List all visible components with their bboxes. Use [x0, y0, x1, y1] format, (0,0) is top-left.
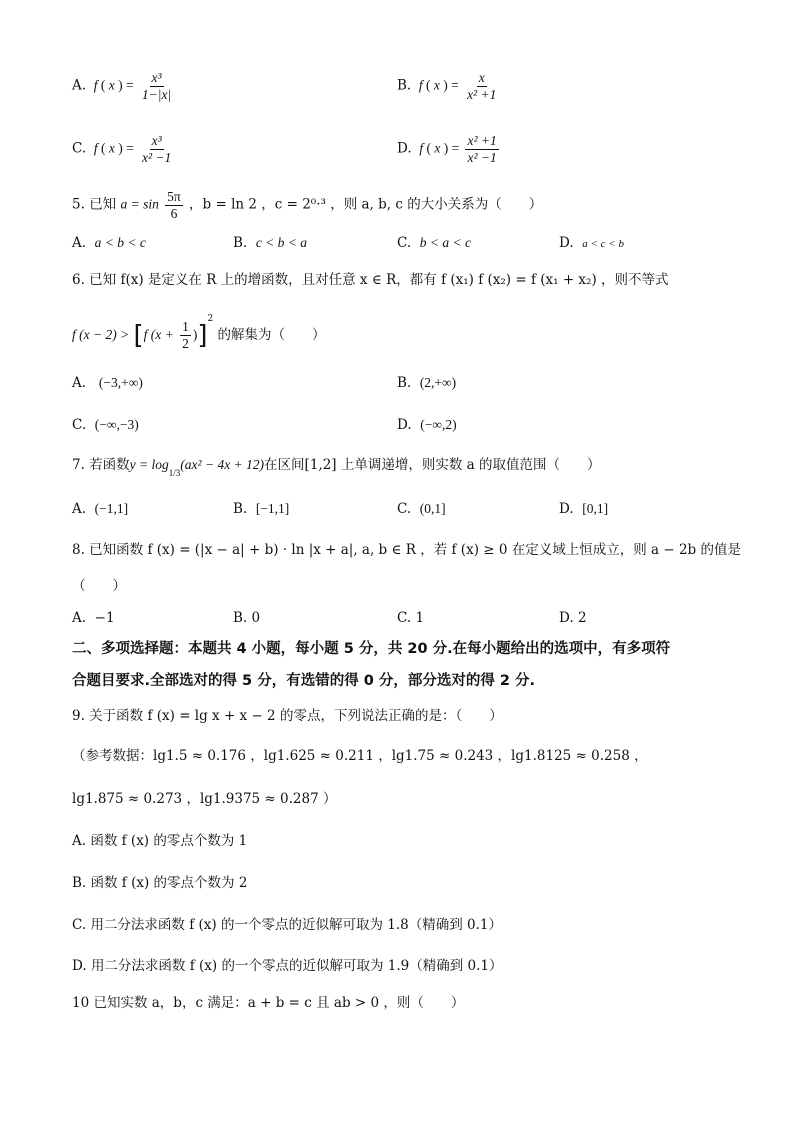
- q6-option-c: [72, 417, 139, 434]
- option-text: (−1,1]: [94, 501, 129, 516]
- option-label: D.: [397, 417, 412, 433]
- option-text: (−∞,−3): [94, 417, 139, 432]
- option-label: C.: [397, 501, 412, 517]
- option-text: c < b < a: [255, 235, 308, 250]
- q5-stem: [72, 189, 542, 221]
- option-label: B.: [233, 610, 248, 626]
- q5-option-a: [72, 235, 146, 252]
- q6-option-b: [397, 375, 456, 392]
- option-label: D.: [559, 610, 574, 626]
- stem-text: ，b = ln 2 ，c = 2⁰·³ ，则 a, b, c 的大小关系为（ ）: [189, 196, 543, 213]
- option-label: B.: [72, 875, 87, 891]
- q4-option-d: D. f ( x ) = $\frac{\text{x² +1}}{\text{x² −1}}$: [397, 133, 497, 165]
- option-label: C.: [72, 417, 87, 433]
- option-label: C.: [72, 917, 87, 933]
- option-label: A.: [72, 501, 87, 517]
- option-label: B.: [233, 501, 248, 517]
- option-label: A.: [72, 77, 87, 94]
- q7-option-d: [559, 501, 608, 518]
- fraction: [165, 189, 183, 221]
- numerator: 1: [182, 319, 189, 335]
- q5-option-d: [559, 235, 624, 252]
- option-text: b < a < c: [419, 235, 471, 250]
- stem-math: y = log: [129, 457, 169, 472]
- q6-stem-line2: f (x − 2) > [f (x + $\frac{1}{2}$ )]$^2$ 的解集为（ ）: [72, 314, 326, 351]
- stem-math: a = sin: [120, 196, 159, 212]
- denominator: 2: [182, 336, 189, 351]
- option-text: 函数 f (x) 的零点个数为 2: [90, 875, 248, 891]
- option-text: −1: [94, 610, 115, 626]
- option-text: (2,+∞): [419, 375, 457, 390]
- option-text: 1: [415, 610, 425, 626]
- q9-option-c: [72, 917, 502, 934]
- q6-stem-line1: 6. 已知 f(x) 是定义在 R 上的增函数，且对任意 x ∈ R，都有 f (x₁) f (x₂) = f (x₁ + x₂) ，则不等式: [72, 272, 669, 288]
- option-text: (0,1]: [419, 501, 446, 516]
- fraction: [140, 133, 173, 165]
- q9-stem: 9. 关于函数 f (x) = lg x + x − 2 的零点，下列说法正确的是：（ ）: [72, 708, 503, 724]
- q9-reference-line1: （参考数据：lg1.5 ≈ 0.176 ，lg1.625 ≈ 0.211 ，lg1.75 ≈ 0.243 ，lg1.8125 ≈ 0.258 ，: [72, 748, 648, 764]
- question-number: 5.: [72, 196, 85, 213]
- option-label: C.: [397, 610, 412, 626]
- q6-option-d: [397, 417, 457, 434]
- option-label: A.: [72, 235, 87, 251]
- option-label: C.: [397, 235, 412, 251]
- q7-option-c: [397, 501, 446, 518]
- q9-option-d: [72, 958, 502, 975]
- q8-option-d: [559, 610, 587, 627]
- q7-option-b: [233, 501, 289, 518]
- numerator: x³: [151, 70, 162, 85]
- q4-option-a: A. f ( x ) = $\frac{\text{x³}}{1-|x|}$: [72, 70, 172, 102]
- q6-option-a: [72, 375, 143, 392]
- q10-stem: 10 已知实数 a，b，c 满足：a + b = c 且 ab > 0 ，则（ ）: [72, 995, 465, 1011]
- option-text: 用二分法求函数 f (x) 的一个零点的近似解可取为 1.8（精确到 0.1）: [90, 917, 502, 933]
- option-text: [−1,1]: [255, 501, 290, 516]
- denominator: x² +1: [467, 86, 497, 102]
- q4-option-b: B. f ( x ) = $\frac{x}{\text{x² +1}}$: [397, 70, 497, 102]
- numerator: 5π: [167, 189, 181, 204]
- option-label: D.: [72, 958, 87, 974]
- option-label: B.: [397, 375, 412, 391]
- option-label: D.: [559, 235, 574, 251]
- option-label: C.: [72, 140, 87, 157]
- q9-option-b: [72, 875, 247, 892]
- option-text: a < b < c: [94, 235, 146, 250]
- stem-math: f (x +: [143, 327, 174, 342]
- q8-option-c: [397, 610, 424, 627]
- numerator: x² +1: [467, 133, 497, 148]
- denominator: x² −1: [141, 149, 172, 165]
- q8-stem-line2: （ ）: [72, 578, 126, 594]
- fraction: [140, 70, 173, 102]
- section-heading-line1: 二、多项选择题：本题共 4 小题，每小题 5 分，共 20 分.在每小题给出的选项中，有多项符: [72, 641, 671, 657]
- stem-text: 在区间[1,2] 上单调递增，则实数 a 的取值范围（ ）: [264, 457, 601, 473]
- option-label: A.: [72, 375, 87, 391]
- option-text: (−3,+∞): [98, 375, 143, 390]
- q8-stem-line1: 8. 已知函数 f (x) = (|x − a| + b) · ln |x + a|, a, b ∈ R ，若 f (x) ≥ 0 在定义域上恒成立，则 a − 2b 的值是: [72, 542, 741, 558]
- q7-option-a: [72, 501, 128, 518]
- numerator: x: [478, 70, 485, 85]
- q8-option-b: [233, 610, 260, 627]
- q4-option-c: C. f ( x ) = $\frac{\text{x³}}{\text{x² −1}}$: [72, 133, 172, 165]
- stem-text: 已知: [89, 196, 117, 213]
- option-label: B.: [233, 235, 248, 251]
- stem-math: f (x − 2) >: [72, 327, 130, 342]
- option-label: A.: [72, 610, 87, 626]
- q5-option-b: [233, 235, 307, 252]
- option-text: (−∞,2): [420, 417, 457, 432]
- log-base: 1/3: [168, 468, 181, 478]
- stem-text: 的解集为（ ）: [217, 327, 326, 343]
- q5-option-c: [397, 235, 471, 252]
- denominator: 6: [170, 205, 178, 221]
- q9-reference-line2: lg1.875 ≈ 0.273 ，lg1.9375 ≈ 0.287 ）: [72, 791, 337, 807]
- denominator: 1−|x|: [141, 86, 172, 102]
- fraction: [465, 133, 498, 165]
- option-text: 0: [251, 610, 261, 626]
- option-label: D.: [397, 140, 412, 157]
- section-heading-line2: 合题目要求.全部选对的得 5 分，有选错的得 0 分，部分选对的得 2 分.: [72, 673, 536, 689]
- option-text: [0,1]: [582, 501, 609, 516]
- numerator: x³: [151, 133, 162, 148]
- denominator: x² −1: [467, 149, 497, 165]
- option-text: a < c < b: [582, 238, 624, 250]
- stem-math: (ax² − 4x + 12): [180, 457, 265, 472]
- stem-text: 7. 若函数: [72, 457, 130, 473]
- q7-stem: [72, 457, 600, 479]
- option-text: 用二分法求函数 f (x) 的一个零点的近似解可取为 1.9（精确到 0.1）: [90, 958, 503, 974]
- q9-option-a: [72, 833, 247, 850]
- option-text: 函数 f (x) 的零点个数为 1: [90, 833, 248, 849]
- option-label: A.: [72, 833, 87, 849]
- q8-option-a: [72, 610, 115, 627]
- option-label: D.: [559, 501, 574, 517]
- option-label: B.: [397, 77, 412, 94]
- option-text: 2: [577, 610, 587, 626]
- fraction: [465, 70, 498, 102]
- fraction: [180, 319, 191, 351]
